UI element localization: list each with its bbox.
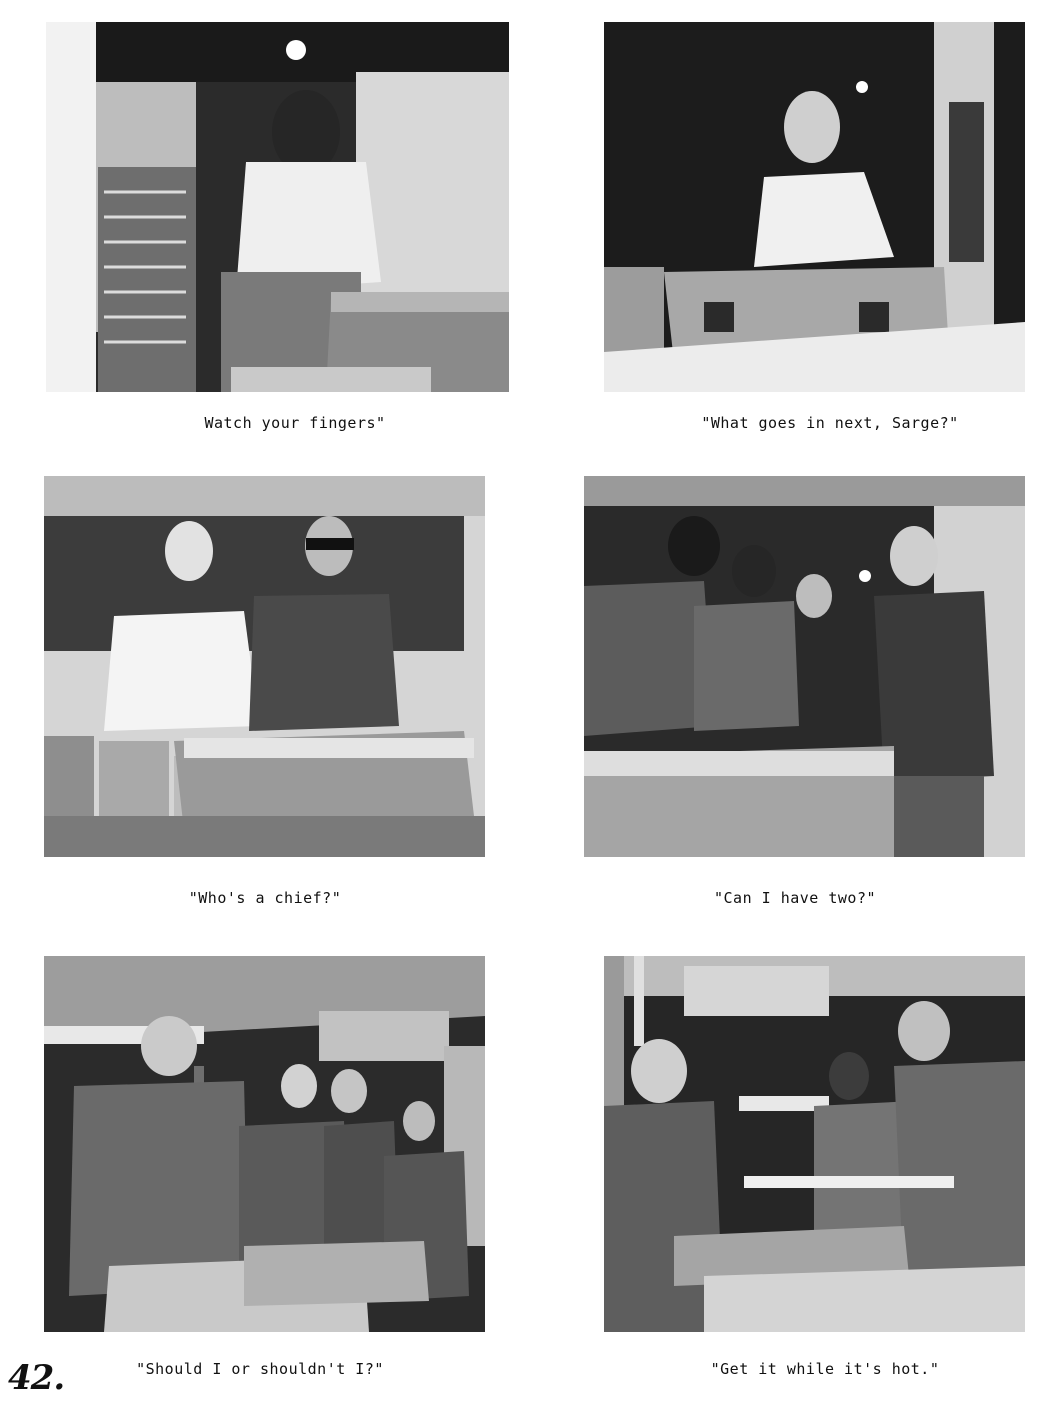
- photo-cook-sarge: [604, 22, 1025, 392]
- photo-serving-line-two: [584, 476, 1025, 857]
- caption-photo-3: "Who's a chief?": [188, 889, 342, 907]
- photo-border-strip: [46, 22, 96, 392]
- page-number: 42.: [8, 1358, 65, 1398]
- caption-photo-5: "Should I or shouldn't I?": [136, 1360, 384, 1378]
- caption-photo-1: Watch your fingers": [204, 414, 386, 432]
- photo-two-cooks-chief: [44, 476, 485, 857]
- photo-serving-line-hot: [604, 956, 1025, 1332]
- photo-serving-line-should: [44, 956, 485, 1332]
- caption-photo-6: "Get it while it's hot.": [710, 1360, 940, 1378]
- photo-cook-watch-fingers: [96, 22, 509, 392]
- caption-photo-2: "What goes in next, Sarge?": [701, 414, 959, 432]
- caption-photo-4: "Can I have two?": [713, 889, 877, 907]
